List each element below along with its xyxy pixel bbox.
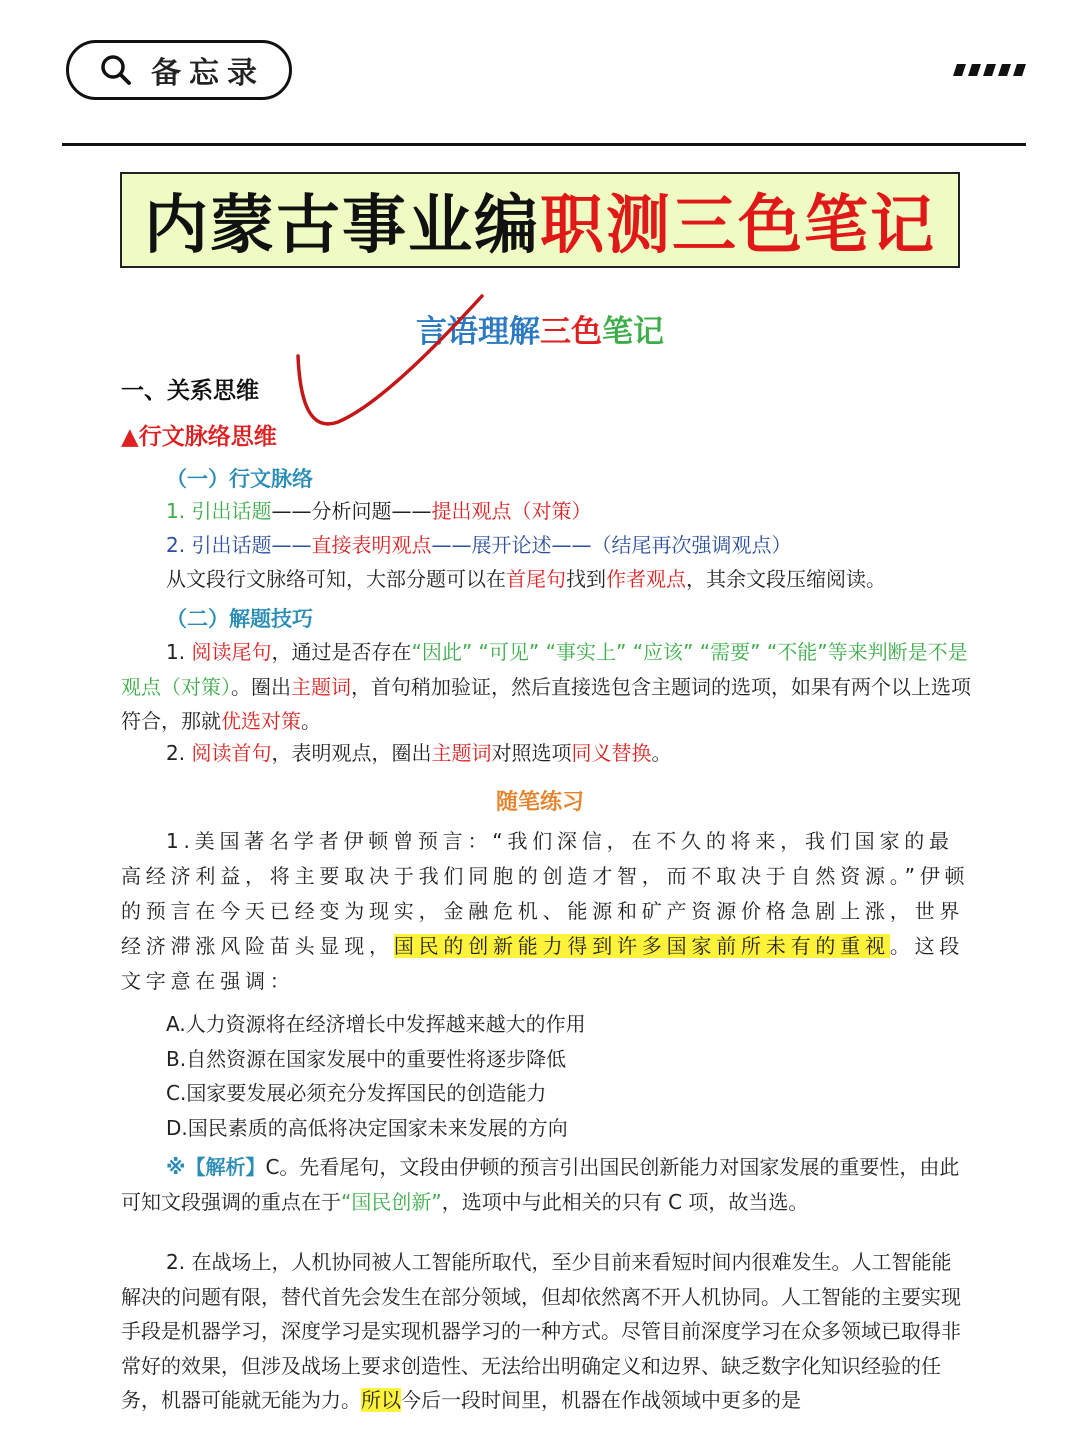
line1-b: ——分析问题—— [271, 499, 432, 523]
option-a[interactable]: A.人力资源将在经济增长中发挥越来越大的作用 [166, 1012, 586, 1036]
heading-structure: （一）行文脉络 [166, 467, 313, 491]
tip-2 [121, 736, 971, 771]
tip1-g: ，首句稍加验证，然后直接选包含主题词的选项，如果有两个以上选项符合，那就 [121, 674, 971, 733]
tip1-a: 1. [166, 640, 192, 664]
question-2 [121, 1245, 971, 1418]
practice-heading: 随笔练习 [495, 790, 584, 815]
tip2-f: 同义替换 [571, 741, 652, 765]
tip2-d: 主题词 [431, 741, 492, 765]
line2-c: ——展开论述——（结尾再次强调观点） [431, 533, 792, 557]
q1-tail: 。这段文字意在强调： [121, 934, 965, 993]
subtitle-part3: 笔记 [602, 314, 664, 350]
search-bar[interactable] [66, 40, 292, 100]
q2-tail: 今后一段时间里，机器在作战领域中更多的是 [401, 1388, 801, 1412]
search-icon [99, 53, 133, 87]
line1-c: 提出观点（对策） [431, 499, 592, 523]
option-c[interactable]: C.国家要发展必须充分发挥国民的创造能力 [166, 1081, 547, 1105]
tip2-a: 2. [166, 741, 192, 765]
search-label: 备忘录 [151, 56, 265, 91]
structure-line-1 [166, 494, 1016, 528]
option-d[interactable]: D.国民素质的高低将决定国家未来发展的方向 [166, 1116, 568, 1140]
analysis-key: “国民创新” [341, 1189, 442, 1214]
tip1-e: 。圈出 [231, 674, 291, 699]
analysis-a: C。先看尾句，文段由伊顿的预言引出国民创新能力对国家发展的重要性，由此可知文段强调的重点在于 [121, 1155, 960, 1214]
tip1-c: ，通过是否存在 [271, 640, 412, 664]
header-divider [62, 143, 1026, 146]
tip2-e: 对照选项 [491, 741, 572, 765]
tip2-b: 阅读首句 [191, 741, 272, 765]
line3-c: 找到 [566, 567, 606, 591]
line3-e: ，其余文段压缩阅读。 [686, 567, 886, 591]
line2-b: 直接表明观点 [311, 533, 432, 557]
structure-line-3 [166, 562, 1016, 596]
title-part2: 职测三色笔记 [540, 189, 936, 263]
tip1-f: 主题词 [291, 674, 351, 699]
section-heading: 一、关系思维 [121, 378, 259, 404]
tip1-d: “因此” “可见” “事实上” “应该” “需要” “不能”等来判断是不是观点（对策） [121, 640, 968, 699]
tip1-h: 优选对策 [221, 709, 301, 733]
page-title [120, 172, 960, 268]
question-1 [121, 824, 971, 999]
analysis-1 [121, 1150, 971, 1219]
tip1-i: 。 [301, 709, 321, 733]
tip2-g: 。 [651, 741, 672, 765]
line3-b: 首尾句 [506, 567, 566, 591]
heading-techniques: （二）解题技巧 [166, 607, 313, 631]
more-icon[interactable] [955, 64, 1024, 76]
checkmark-icon [290, 292, 490, 432]
line3-d: 作者观点 [606, 567, 686, 591]
subtitle-part2: 三色 [540, 314, 602, 350]
structure-line-2 [166, 528, 1016, 562]
analysis-b: ，选项中与此相关的只有 C 项，故当选。 [441, 1189, 809, 1214]
subtitle [0, 306, 1080, 351]
q1-text: 1.美国著名学者伊顿曾预言：“我们深信，在不久的将来，我们国家的最高经济利益，将主要取决于我们同胞的创造才智，而不取决于自然资源。”伊顿的预言在今天已经变为现实，金融危机、能源和矿产资源价格急剧上涨，世界经济滞涨风险苗头显现， [121, 829, 970, 958]
tip-1 [121, 635, 971, 739]
line2-a: 2. 引出话题—— [166, 533, 312, 557]
tip2-c: ，表明观点，圈出 [271, 741, 432, 765]
tip1-b: 阅读尾句 [191, 640, 272, 664]
line3-a: 从文段行文脉络可知，大部分题可以在 [166, 567, 506, 591]
q2-highlight: 所以 [361, 1388, 401, 1412]
title-part1: 内蒙古事业编 [144, 189, 540, 263]
analysis-label: ※【解析】 [166, 1155, 266, 1179]
line1-a: 1. 引出话题 [166, 499, 272, 523]
subtitle-part1: 言语理解 [416, 314, 540, 350]
q2-text: 2. 在战场上，人机协同被人工智能所取代，至少目前来看短时间内很难发生。人工智能能解决的问题有限，替代首先会发生在部分领域，但却依然离不开人机协同。人工智能的主要实现手段是机器学习，深度学习是实现机器学习的一种方式。尽管目前深度学习在众多领域已取得非常好的效果，但涉及战场上要求创造性、无法给出明确定义和边界、缺乏数字化知识经验的任务，机器可能就无能为力。 [121, 1250, 961, 1412]
q1-highlight: 国民的创新能力得到许多国家前所未有的重视 [393, 934, 890, 958]
subsection-heading: ▲行文脉络思维 [121, 424, 277, 450]
option-b[interactable]: B.自然资源在国家发展中的重要性将逐步降低 [166, 1047, 567, 1071]
